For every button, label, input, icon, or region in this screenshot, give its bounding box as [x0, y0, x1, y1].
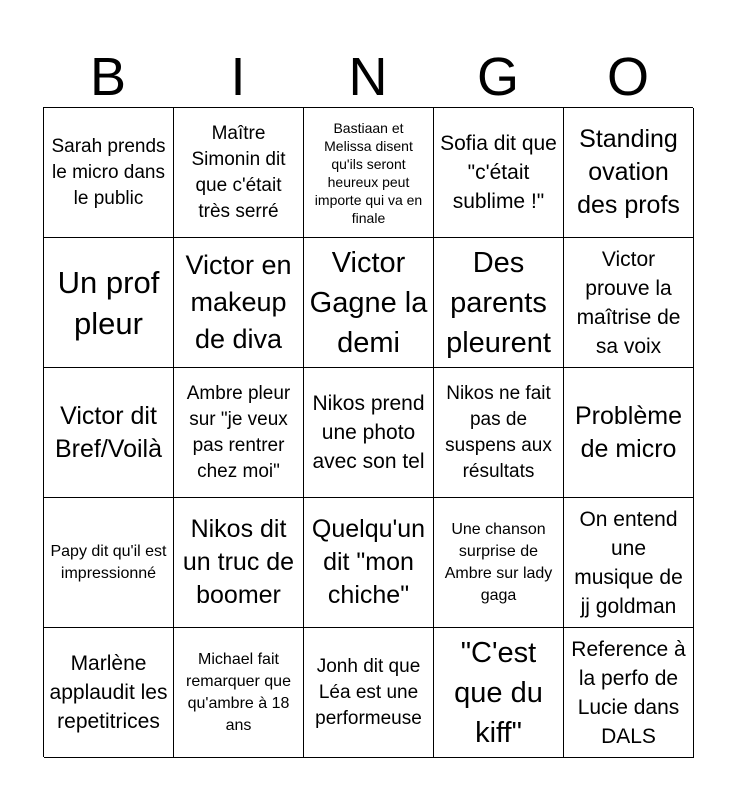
bingo-cell[interactable]: [434, 498, 564, 628]
bingo-cell[interactable]: [174, 498, 304, 628]
cell-text: Victor Gagne la demi: [309, 246, 428, 359]
bingo-cell[interactable]: [174, 108, 304, 238]
cell-text: Sarah prends le micro dans le public: [51, 135, 166, 209]
header-letter-b: B: [89, 47, 127, 107]
header-letter-o: O: [606, 47, 649, 107]
bingo-cell[interactable]: [44, 368, 174, 498]
cell-text: "C'est que du kiff": [454, 636, 543, 749]
bingo-cell[interactable]: [564, 628, 694, 758]
bingo-cell[interactable]: [434, 238, 564, 368]
cell-text: Reference à la perfo de Lucie dans DALS: [571, 637, 686, 748]
cell-text: Maître Simonin dit que c'était très serré: [191, 122, 286, 222]
cell-text: Jonh dit que Léa est une performeuse: [315, 655, 422, 729]
bingo-cell[interactable]: [174, 628, 304, 758]
bingo-cell[interactable]: [44, 498, 174, 628]
bingo-cell[interactable]: [44, 108, 174, 238]
cell-text: Victor en makeup de diva: [185, 250, 292, 354]
bingo-cell[interactable]: [304, 108, 434, 238]
cell-text: Michael fait remarquer que qu'ambre à 18 ans: [186, 650, 291, 734]
cell-text: Des parents pleurent: [446, 246, 551, 359]
bingo-cell[interactable]: [564, 108, 694, 238]
cell-text: Sofia dit que "c'était sublime !": [440, 132, 557, 213]
bingo-board: [43, 107, 693, 757]
cell-text: Victor prouve la maîtrise de sa voix: [576, 247, 681, 358]
cell-text: Nikos dit un truc de boomer: [182, 515, 295, 609]
cell-text: Ambre pleur sur "je veux pas rentrer chez moi": [186, 382, 291, 482]
header-letter-n: N: [348, 47, 388, 107]
cell-text: Une chanson surprise de Ambre sur lady gaga: [444, 520, 553, 604]
cell-text: Problème de micro: [575, 401, 682, 463]
bingo-cell[interactable]: [564, 238, 694, 368]
header-letter-i: I: [230, 47, 246, 107]
bingo-cell[interactable]: [434, 108, 564, 238]
bingo-cell[interactable]: [434, 628, 564, 758]
cell-text: Marlène applaudit les repetitrices: [49, 652, 168, 733]
cell-text: Nikos ne fait pas de suspens aux résultats: [445, 382, 552, 482]
cell-text: Un prof pleur: [57, 264, 160, 341]
bingo-cell[interactable]: [44, 628, 174, 758]
header-letter-g: G: [476, 47, 519, 107]
cell-text: Papy dit qu'il est impressionné: [50, 542, 167, 582]
bingo-cell[interactable]: [304, 368, 434, 498]
cell-text: Bastiaan et Melissa disent qu'ils seront heureux peut importe qui va en finale: [314, 119, 423, 226]
bingo-cell[interactable]: [564, 368, 694, 498]
bingo-cell[interactable]: [304, 628, 434, 758]
bingo-cell[interactable]: [304, 238, 434, 368]
cell-text: Victor dit Bref/Voilà: [54, 401, 162, 463]
bingo-cell[interactable]: [564, 498, 694, 628]
bingo-cell[interactable]: [44, 238, 174, 368]
bingo-header: [43, 46, 693, 108]
cell-text: Standing ovation des profs: [577, 125, 680, 219]
cell-text: Quelqu'un dit "mon chiche": [311, 515, 426, 609]
bingo-cell[interactable]: [174, 368, 304, 498]
cell-text: On entend une musique de jj goldman: [574, 507, 683, 618]
cell-text: Nikos prend une photo avec son tel: [312, 392, 425, 473]
bingo-cell[interactable]: [304, 498, 434, 628]
bingo-cell[interactable]: [434, 368, 564, 498]
bingo-cell[interactable]: [174, 238, 304, 368]
